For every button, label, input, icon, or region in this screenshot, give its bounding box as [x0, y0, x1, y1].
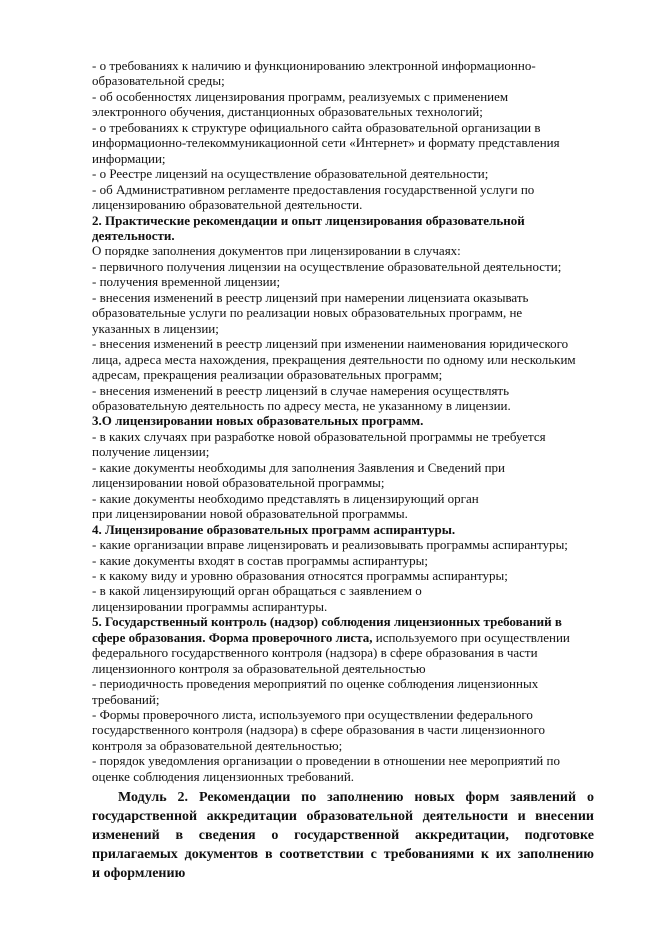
plain-text: указанных в лицензии;	[92, 320, 219, 336]
text-line	[92, 769, 594, 784]
plain-text: - в каких случаях при разработке новой образовательной программы не требуется	[92, 428, 546, 444]
plain-text: используемого при осуществлении	[372, 629, 570, 645]
plain-text: образовательной среды;	[92, 73, 225, 89]
plain-text: - периодичность проведения мероприятий по оценке соблюдения лицензионных	[92, 676, 539, 692]
plain-text: оценке соблюдения лицензионных требований.	[92, 768, 355, 784]
text-line	[92, 398, 594, 413]
plain-text: лицензированию образовательной деятельности.	[92, 197, 363, 213]
plain-text: при лицензировании новой образовательной программы.	[92, 506, 408, 522]
text-line	[92, 537, 594, 552]
plain-text: лицензировании программы аспирантуры.	[92, 598, 328, 614]
plain-text: О порядке заполнения документов при лицензировании в случаях:	[92, 243, 461, 259]
text-line	[92, 89, 594, 104]
text-line	[92, 305, 594, 320]
document-body	[92, 58, 594, 883]
plain-text: образовательную деятельность по адресу места, не указанному в лицензии.	[92, 397, 511, 413]
text-line	[92, 259, 594, 274]
bold-text: 5. Государственный контроль (надзор) соблюдения лицензионных требований в	[92, 614, 562, 630]
plain-text: - получения временной лицензии;	[92, 274, 281, 290]
text-line	[92, 722, 594, 737]
text-line	[92, 367, 594, 382]
text-line	[92, 692, 594, 707]
plain-text: получение лицензии;	[92, 444, 210, 460]
text-line	[92, 568, 594, 583]
plain-text: - внесения изменений в реестр лицензий при изменении наименования юридического	[92, 336, 569, 352]
plain-text: электронного обучения, дистанционных образовательных технологий;	[92, 104, 483, 120]
bold-text: деятельности.	[92, 227, 175, 243]
text-line	[92, 645, 594, 660]
plain-text: - об Административном регламенте предоставления государственной услуги по	[92, 181, 535, 197]
section-heading-line	[92, 213, 594, 228]
bold-text: 2. Практические рекомендации и опыт лицензирования образовательной	[92, 212, 525, 228]
plain-text: - о требованиях к структуре официального сайта образовательной организации в	[92, 119, 541, 135]
text-lines	[92, 58, 594, 784]
plain-text: адресам, прекращения реализации образовательных программ;	[92, 367, 443, 383]
text-line	[92, 135, 594, 150]
plain-text: лица, адреса места нахождения, прекращения деятельности по одному или нескольким	[92, 351, 576, 367]
plain-text: - об особенностях лицензирования программ, реализуемых с применением	[92, 88, 509, 104]
plain-text: - какие документы необходимо представлять в лицензирующий орган	[92, 490, 479, 506]
module-line: изменений в сведения о государственной аккредитации, подготовке	[92, 828, 594, 844]
plain-text: - внесения изменений в реестр лицензий при намерении лицензиата оказывать	[92, 289, 529, 305]
text-line	[92, 274, 594, 289]
plain-text: информации;	[92, 150, 166, 166]
plain-text: информационно-телекоммуникационной сети «Интернет» и формату представления	[92, 135, 560, 151]
text-line	[92, 753, 594, 768]
text-line	[92, 352, 594, 367]
plain-text: - какие документы входят в состав программы аспирантуры;	[92, 552, 429, 568]
text-line	[92, 429, 594, 444]
plain-text: - первичного получения лицензии на осуществление образовательной деятельности;	[92, 258, 562, 274]
text-line	[92, 336, 594, 351]
plain-text: - о требованиях к наличию и функционированию электронной информационно-	[92, 58, 536, 73]
section-heading-line	[92, 228, 594, 243]
plain-text: - какие документы необходимы для заполнения Заявления и Сведений при	[92, 459, 506, 475]
plain-text: - к какому виду и уровню образования относятся программы аспирантуры;	[92, 567, 508, 583]
text-line	[92, 197, 594, 212]
text-line	[92, 58, 594, 73]
plain-text: федерального государственного контроля (надзора) в сфере образования в части	[92, 645, 538, 661]
module-line: и оформлению	[92, 866, 186, 882]
section-heading-line	[92, 522, 594, 537]
plain-text: лицензионного контроля за образовательной деятельностью	[92, 660, 426, 676]
text-line	[92, 290, 594, 305]
text-line	[92, 707, 594, 722]
bold-text: 3.О лицензировании новых образовательных программ.	[92, 413, 424, 429]
text-line	[92, 120, 594, 135]
module-line: государственной аккредитации образовательной деятельности и внесении	[92, 809, 594, 825]
text-line	[92, 104, 594, 119]
plain-text: образовательные услуги по реализации новых образовательных программ, не	[92, 305, 523, 321]
text-line	[92, 506, 594, 521]
text-line	[92, 460, 594, 475]
module-2-paragraph	[92, 788, 594, 883]
section-heading-line	[92, 413, 594, 428]
text-line	[92, 383, 594, 398]
text-line	[92, 583, 594, 598]
text-line	[92, 599, 594, 614]
section-heading-line	[92, 614, 594, 629]
plain-text: - в какой лицензирующий орган обращаться с заявлением о	[92, 583, 422, 599]
plain-text: - о Реестре лицензий на осуществление образовательной деятельности;	[92, 166, 489, 182]
text-line	[92, 73, 594, 88]
text-line	[92, 321, 594, 336]
text-line	[92, 553, 594, 568]
plain-text: контроля за образовательной деятельностью;	[92, 737, 343, 753]
bold-text: сфере образования. Форма проверочного листа,	[92, 629, 373, 645]
module-line: Модуль 2. Рекомендации по заполнению новых форм заявлений о	[118, 790, 594, 806]
text-line	[92, 182, 594, 197]
plain-text: государственного контроля (надзора) в сфере образования в части лицензионного	[92, 722, 546, 738]
module-line: прилагаемых документов в соответствии с требованиями к их заполнению	[92, 847, 594, 863]
plain-text: - внесения изменений в реестр лицензий в случае намерения осуществлять	[92, 382, 510, 398]
text-line	[92, 676, 594, 691]
text-line	[92, 475, 594, 490]
text-line	[92, 444, 594, 459]
text-line	[92, 151, 594, 166]
plain-text: требований;	[92, 691, 160, 707]
text-line	[92, 630, 594, 645]
plain-text: лицензировании новой образовательной программы;	[92, 475, 385, 491]
plain-text: - какие организации вправе лицензировать и реализовывать программы аспирантуры;	[92, 537, 568, 553]
text-line	[92, 661, 594, 676]
text-line	[92, 491, 594, 506]
plain-text: - Формы проверочного листа, используемого при осуществлении федерального	[92, 707, 533, 723]
plain-text: - порядок уведомления организации о проведении в отношении нее мероприятий по	[92, 753, 560, 769]
text-line	[92, 738, 594, 753]
text-line	[92, 243, 594, 258]
bold-text: 4. Лицензирование образовательных программ аспирантуры.	[92, 521, 456, 537]
text-line	[92, 166, 594, 181]
